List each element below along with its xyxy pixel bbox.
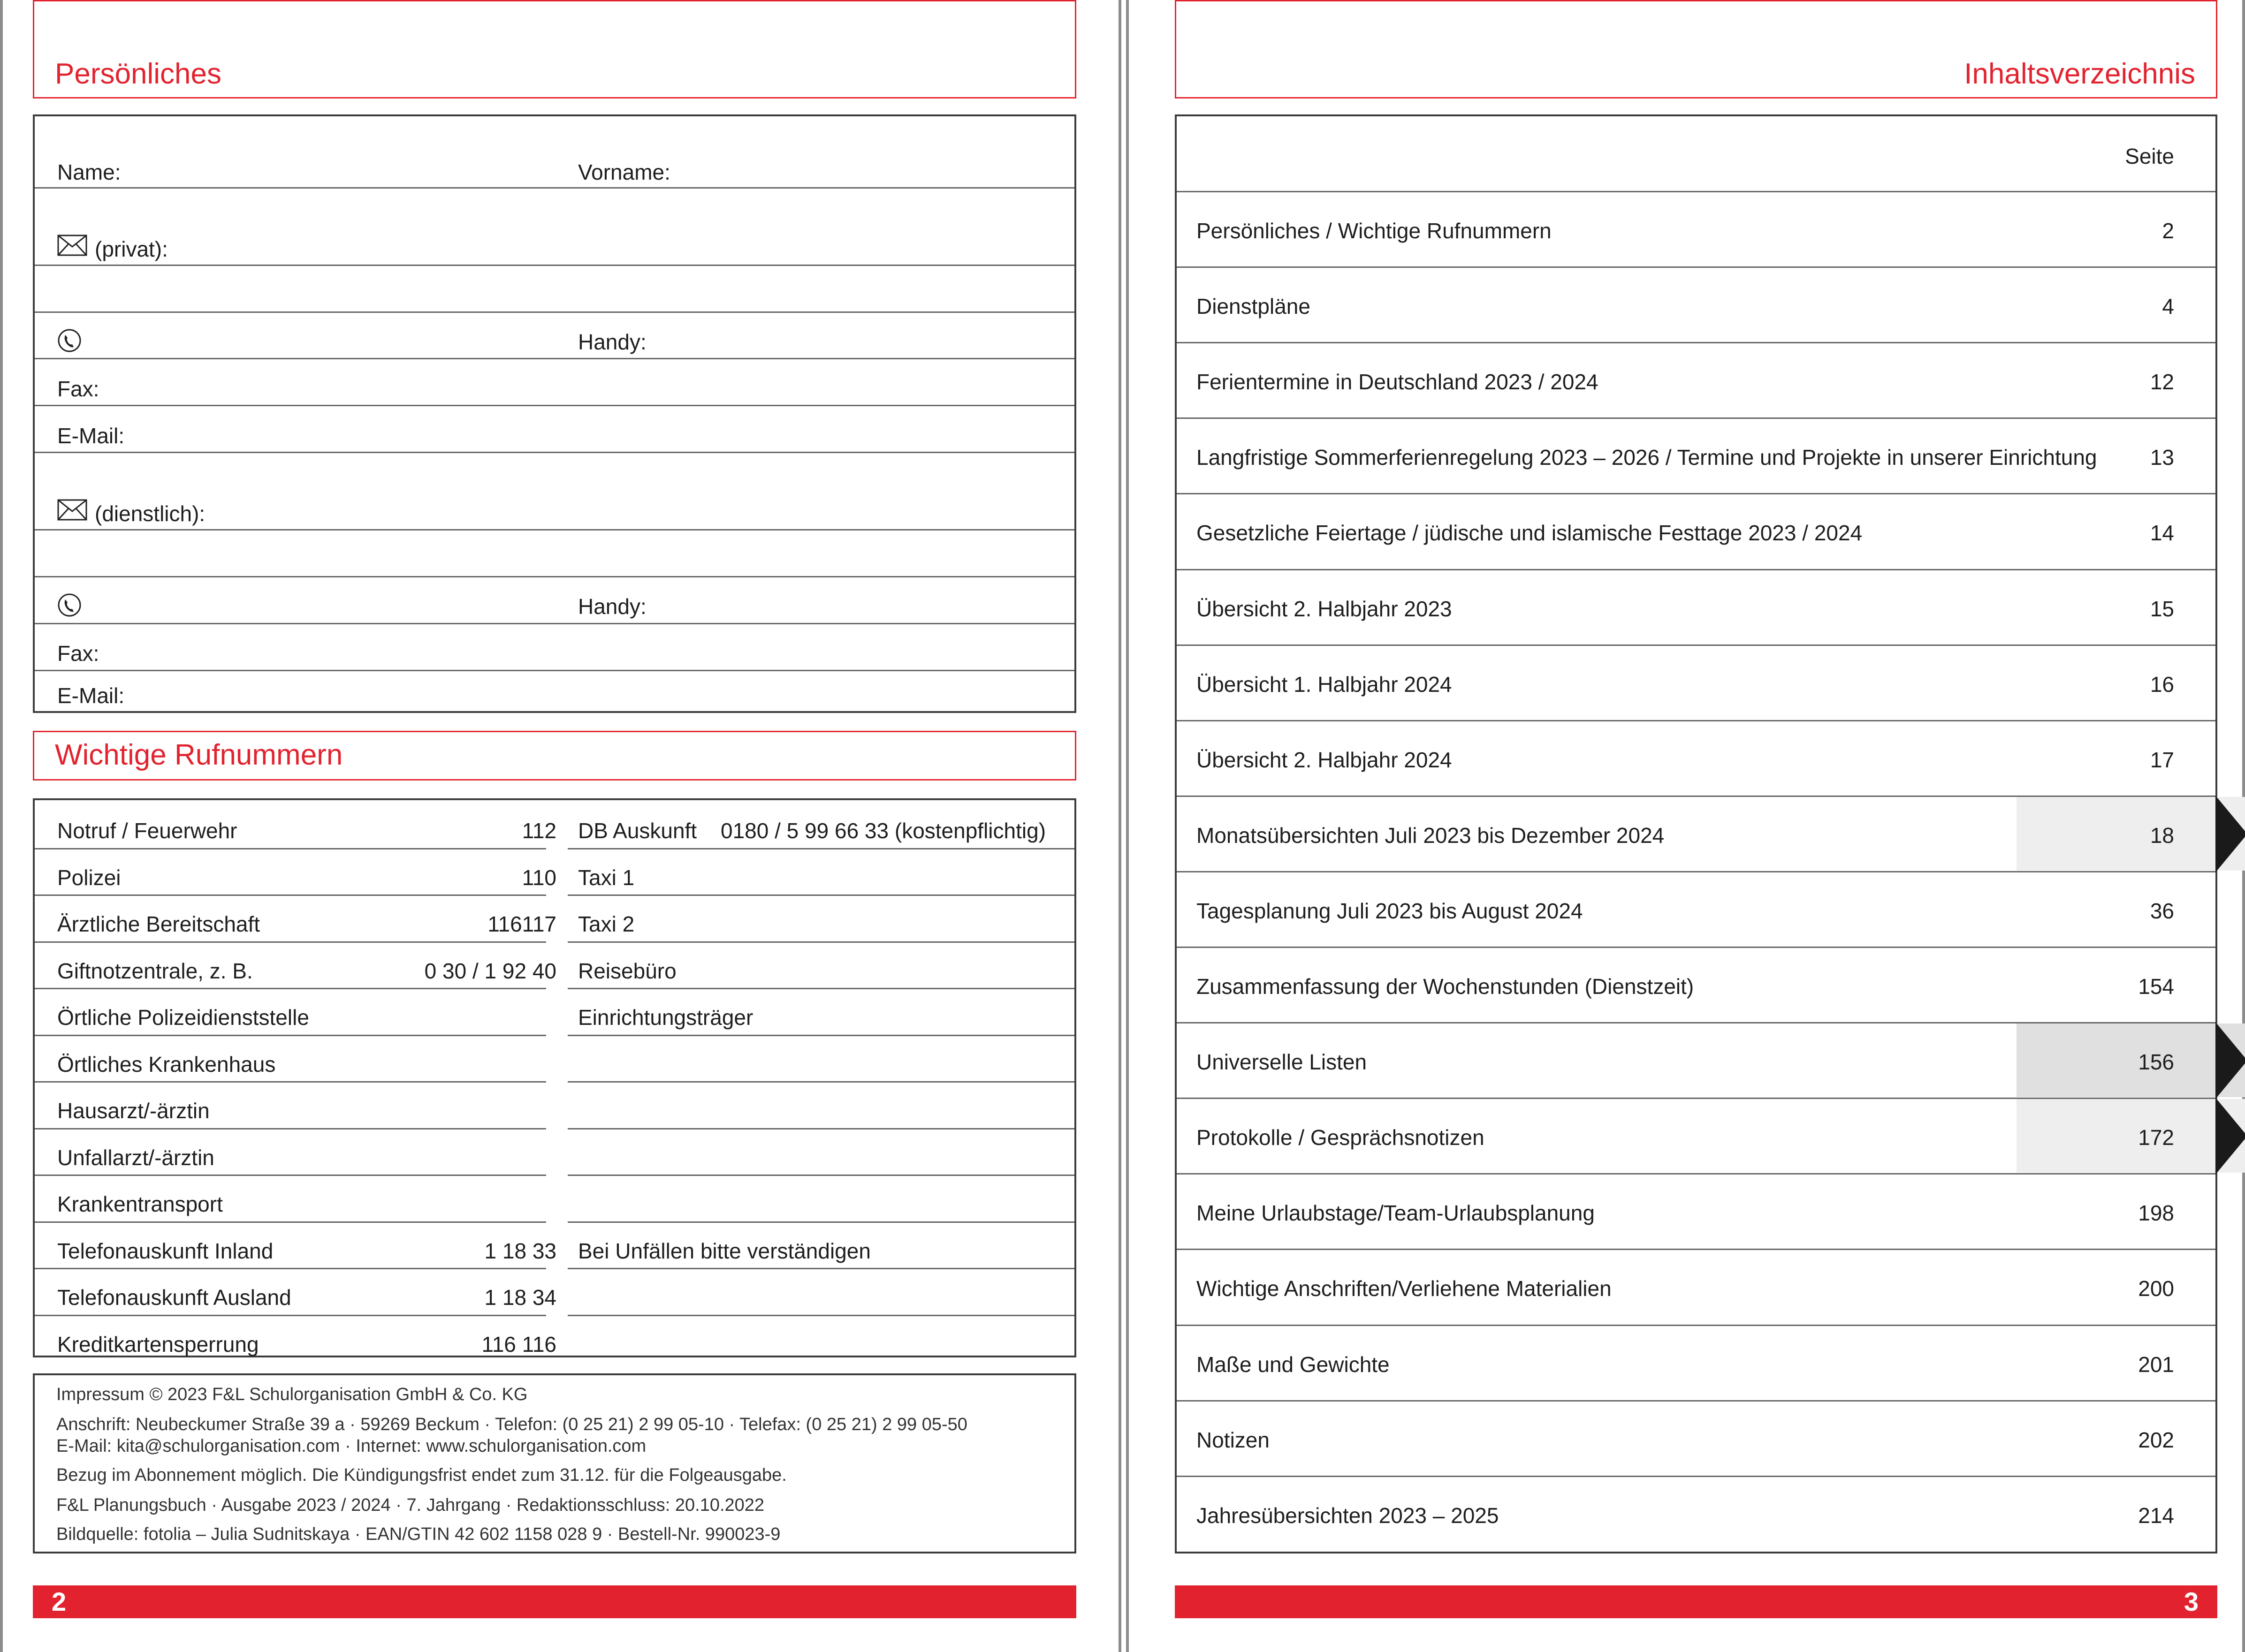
phone-right-label: Taxi 2 <box>578 912 635 936</box>
toc-entry-label[interactable]: Übersicht 2. Halbjahr 2023 <box>1196 596 1452 621</box>
toc-entry-label[interactable]: Übersicht 2. Halbjahr 2024 <box>1196 747 1452 772</box>
phone-left-value: 1 18 34 <box>484 1285 556 1310</box>
fax-label-1: Fax: <box>57 377 99 401</box>
toc-entry-page[interactable]: 214 <box>2138 1503 2174 1528</box>
page-footer-bar <box>1175 1585 2217 1618</box>
tab-arrow-icon <box>2215 1098 2245 1175</box>
toc-rule <box>1177 417 2215 419</box>
phone-left-value: 1 18 33 <box>484 1238 556 1263</box>
toc-entry-label[interactable]: Gesetzliche Feiertage / jüdische und islamische Festtage 2023 / 2024 <box>1196 521 1863 546</box>
phone-rule <box>35 1268 546 1269</box>
toc-entry-label[interactable]: Dienstpläne <box>1196 294 1310 319</box>
toc-entry-page[interactable]: 198 <box>2138 1201 2174 1226</box>
toc-entry-label[interactable]: Meine Urlaubstage/Team-Urlaubsplanung <box>1196 1201 1595 1226</box>
phone-left-label: Örtliches Krankenhaus <box>57 1052 276 1076</box>
page-number: 3 <box>2184 1587 2199 1616</box>
impressum-line: E-Mail: kita@schulorganisation.com · Internet: www.schulorganisation.com <box>56 1436 647 1456</box>
register-tab[interactable] <box>2017 1023 2245 1097</box>
toc-entry-page[interactable]: 156 <box>2138 1050 2174 1075</box>
form-rule <box>35 670 1074 671</box>
toc-heading <box>1175 0 2217 99</box>
envelope-icon <box>57 235 87 256</box>
phone-rule <box>35 941 546 943</box>
phone-left-value: 116117 <box>487 912 556 936</box>
phone-rule <box>568 1128 1074 1129</box>
phone-left-value: 112 <box>522 818 556 843</box>
toc-entry-page[interactable]: 18 <box>2150 823 2174 848</box>
toc-entry-page[interactable]: 2 <box>2162 219 2174 243</box>
toc-entry-page[interactable]: 202 <box>2138 1427 2174 1452</box>
form-rule <box>35 265 1074 266</box>
email-label-1: E-Mail: <box>57 424 125 448</box>
toc-entry-page[interactable]: 172 <box>2138 1125 2174 1150</box>
phone-left-label: Örtliche Polizeidienststelle <box>57 1005 309 1030</box>
impressum-line: Anschrift: Neubeckumer Straße 39 a · 59269 Beckum · Telefon: (0 25 21) 2 99 05-10 · Telefax: (0 25 21) 2 99 05-50 <box>56 1415 967 1434</box>
phone-right-label: DB Auskunft <box>578 818 697 843</box>
phone-left-label: Krankentransport <box>57 1192 223 1216</box>
phone-rule <box>35 1175 546 1176</box>
register-tab[interactable] <box>2017 797 2245 871</box>
toc-entry-page[interactable]: 16 <box>2150 672 2174 697</box>
toc-entry-label[interactable]: Tagesplanung Juli 2023 bis August 2024 <box>1196 898 1583 923</box>
register-tab[interactable] <box>2017 1099 2245 1173</box>
toc-rule <box>1177 1476 2215 1477</box>
form-rule <box>35 405 1074 406</box>
phone-rule <box>35 1035 546 1036</box>
phone-rule <box>568 894 1074 896</box>
toc-entry-label[interactable]: Maße und Gewichte <box>1196 1352 1390 1377</box>
phone-right-label: Reisebüro <box>578 958 677 983</box>
toc-entry-page[interactable]: 12 <box>2150 370 2174 394</box>
phone-left-value: 116 116 <box>481 1332 556 1356</box>
toc-entry-label[interactable]: Jahresübersichten 2023 – 2025 <box>1196 1503 1499 1528</box>
phone-left-label: Unfallarzt/-ärztin <box>57 1145 214 1170</box>
tab-arrow-icon <box>2215 796 2245 872</box>
envelope-icon <box>57 499 87 521</box>
phone-rule <box>568 1081 1074 1083</box>
phone-left-value: 0 30 / 1 92 40 <box>424 958 556 983</box>
phone-left-label: Polizei <box>57 865 121 890</box>
impressum-line: Bildquelle: fotolia – Julia Sudnitskaya · EAN/GTIN 42 602 1158 028 9 · Bestell-Nr. 990023-9 <box>56 1524 781 1544</box>
phones-heading-text: Wichtige Rufnummern <box>55 739 343 771</box>
seite-label: Seite <box>2125 144 2174 168</box>
toc-rule <box>1177 644 2215 646</box>
left-page <box>0 0 1121 1652</box>
personal-form <box>33 114 1076 713</box>
page-footer-bar <box>33 1585 1076 1618</box>
vorname-label: Vorname: <box>578 160 670 184</box>
phone-left-label: Giftnotzentrale, z. B. <box>57 958 253 983</box>
toc-rule <box>1177 1249 2215 1250</box>
impressum-line: Impressum © 2023 F&L Schulorganisation GmbH & Co. KG <box>56 1385 528 1404</box>
phone-left-label: Kreditkartensperrung <box>57 1332 259 1356</box>
phone-right-value: 0180 / 5 99 66 33 (kostenpflichtig) <box>721 818 1046 843</box>
phone-rule <box>35 1081 546 1083</box>
phone-right-label: Einrichtungsträger <box>578 1005 753 1030</box>
name-label: Name: <box>57 160 121 184</box>
phones-table <box>33 798 1076 1357</box>
phones-heading <box>33 731 1076 781</box>
impressum-line: Bezug im Abonnement möglich. Die Kündigungsfrist endet zum 31.12. für die Folgeausgabe. <box>56 1465 787 1485</box>
personal-heading-text: Persönliches <box>55 58 221 90</box>
toc-rule <box>1177 342 2215 343</box>
phone-rule <box>35 848 546 849</box>
email-label-2: E-Mail: <box>57 683 125 708</box>
toc-entry-label[interactable]: Ferientermine in Deutschland 2023 / 2024 <box>1196 370 1598 394</box>
toc-entry-label[interactable]: Zusammenfassung der Wochenstunden (Dienstzeit) <box>1196 974 1694 999</box>
toc-entry-page[interactable]: 13 <box>2150 445 2174 470</box>
toc-entry-page[interactable]: 15 <box>2150 596 2174 621</box>
toc-entry-label[interactable]: Persönliches / Wichtige Rufnummern <box>1196 219 1552 243</box>
toc-rule <box>1177 493 2215 494</box>
phone-rule <box>35 988 546 989</box>
impressum-line: F&L Planungsbuch · Ausgabe 2023 / 2024 · 7. Jahrgang · Redaktionsschluss: 20.10.2022 <box>56 1495 765 1515</box>
dienstlich-label: (dienstlich): <box>95 501 205 526</box>
toc-entry-label[interactable]: Protokolle / Gesprächsnotizen <box>1196 1125 1484 1150</box>
toc-rule <box>1177 266 2215 268</box>
toc-entry-label[interactable]: Wichtige Anschriften/Verliehene Materialien <box>1196 1276 1612 1301</box>
personal-heading <box>33 0 1076 99</box>
form-rule <box>35 311 1074 313</box>
handy-label-1: Handy: <box>578 330 647 354</box>
phone-rule <box>568 988 1074 989</box>
phone-left-label: Ärztliche Bereitschaft <box>57 912 260 936</box>
toc-entry-label[interactable]: Notizen <box>1196 1427 1270 1452</box>
form-rule <box>35 452 1074 453</box>
form-rule <box>35 529 1074 530</box>
phone-rule <box>568 1315 1074 1316</box>
toc-entry-page[interactable]: 201 <box>2138 1352 2174 1377</box>
form-rule <box>35 623 1074 624</box>
toc-rule <box>1177 871 2215 872</box>
toc-heading-text: Inhaltsverzeichnis <box>1964 58 2195 90</box>
toc-rule <box>1177 191 2215 192</box>
toc-entry-page[interactable]: 200 <box>2138 1276 2174 1301</box>
phone-rule <box>35 894 546 896</box>
phone-left-value: 110 <box>522 865 556 890</box>
handy-label-2: Handy: <box>578 594 647 619</box>
toc-entry-page[interactable]: 14 <box>2150 521 2174 546</box>
phone-right-label: Bei Unfällen bitte verständigen <box>578 1238 871 1263</box>
toc-entry-label[interactable]: Langfristige Sommerferienregelung 2023 – 2026 / Termine und Projekte in unserer Einrichtung <box>1196 445 2097 470</box>
toc-entry-page[interactable]: 36 <box>2150 898 2174 923</box>
toc-rule <box>1177 947 2215 948</box>
phone-icon <box>57 328 82 353</box>
phone-left-label: Telefonauskunft Ausland <box>57 1285 291 1310</box>
phone-rule <box>35 1315 546 1316</box>
right-page <box>1126 0 2245 1652</box>
phone-rule <box>568 1035 1074 1036</box>
phone-rule <box>568 1268 1074 1269</box>
phone-rule <box>568 941 1074 943</box>
phone-rule <box>568 1175 1074 1176</box>
form-rule <box>35 576 1074 577</box>
phone-left-label: Notruf / Feuerwehr <box>57 818 237 843</box>
phone-rule <box>568 1221 1074 1223</box>
fax-label-2: Fax: <box>57 641 99 666</box>
phone-left-label: Telefonauskunft Inland <box>57 1238 274 1263</box>
toc-rule <box>1177 569 2215 570</box>
toc-rule <box>1177 1173 2215 1175</box>
toc-table <box>1175 114 2217 1553</box>
phone-rule <box>35 1128 546 1129</box>
phone-icon <box>57 593 82 617</box>
page-number: 2 <box>52 1587 67 1616</box>
toc-rule <box>1177 1325 2215 1326</box>
impressum-box <box>33 1373 1076 1553</box>
phone-rule <box>568 848 1074 849</box>
toc-entry-page[interactable]: 154 <box>2138 974 2174 999</box>
tab-arrow-icon <box>2215 1022 2245 1099</box>
toc-rule <box>1177 1400 2215 1402</box>
form-rule <box>35 358 1074 359</box>
toc-rule <box>1177 720 2215 721</box>
toc-entry-page[interactable]: 4 <box>2162 294 2174 319</box>
page-gutter <box>1121 0 1126 1652</box>
toc-entry-label[interactable]: Übersicht 1. Halbjahr 2024 <box>1196 672 1452 697</box>
phone-left-label: Hausarzt/-ärztin <box>57 1099 210 1123</box>
toc-entry-label[interactable]: Monatsübersichten Juli 2023 bis Dezember 2024 <box>1196 823 1665 848</box>
phone-rule <box>35 1221 546 1223</box>
toc-entry-page[interactable]: 17 <box>2150 747 2174 772</box>
privat-label: (privat): <box>95 237 168 261</box>
toc-entry-label[interactable]: Universelle Listen <box>1196 1050 1367 1075</box>
form-rule <box>35 187 1074 189</box>
phone-right-label: Taxi 1 <box>578 865 635 890</box>
